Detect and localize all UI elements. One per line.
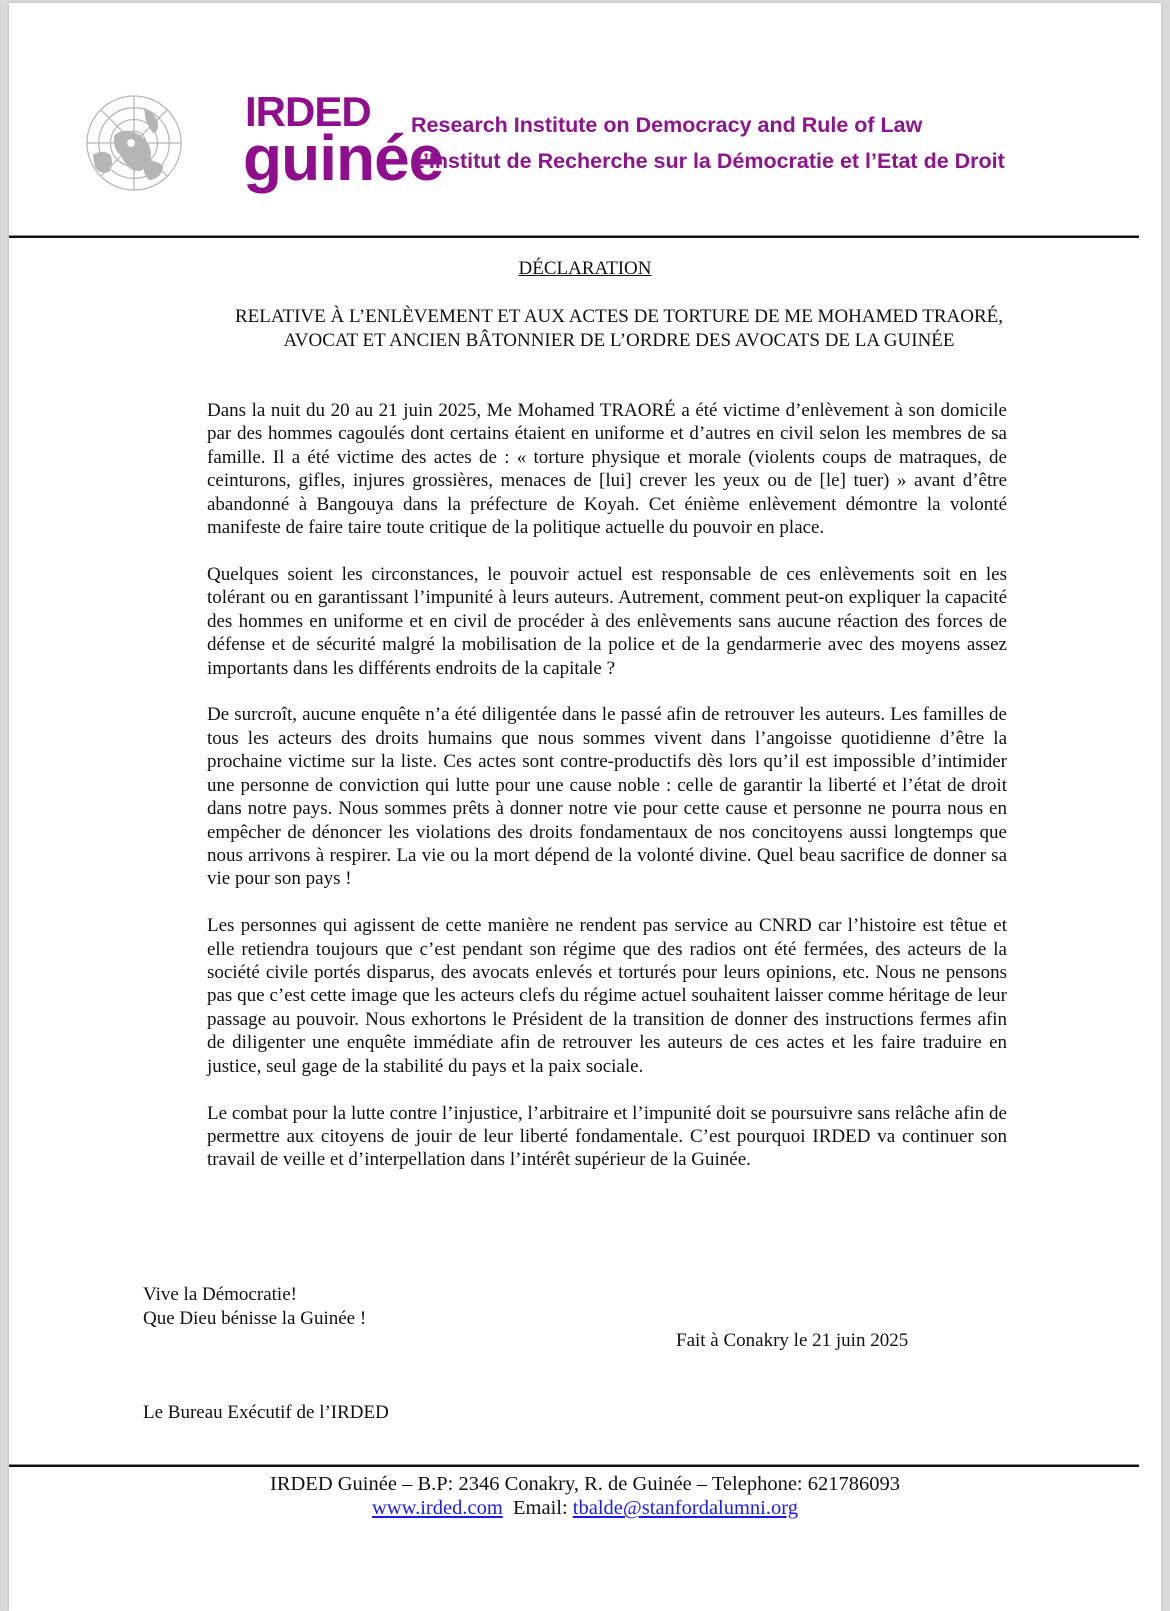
tagline-english: Research Institute on Democracy and Rule of Law (411, 113, 923, 137)
logo-guinee-text: guinée (243, 122, 444, 194)
document-page (9, 3, 1161, 1611)
globe-icon (85, 94, 183, 192)
place-and-date: Fait à Conakry le 21 juin 2025 (676, 1330, 909, 1351)
header-divider (9, 235, 1139, 238)
paragraph: De surcroît, aucune enquête n’a été diligentée dans le passé afin de retrouver les auteurs. Les familles de tous les acteurs des droits humains que nous sommes vivent dans l’angoisse quotidienne d’être la prochaine victime sur la liste. Ces actes sont contre-productifs dès lors qu’il est impossible d’intimider une personne de conviction qui lutte pour une cause noble : celle de garantir la liberté et l’état de droit dans notre pays. Nous sommes prêts à donner notre vie pour cette cause et personne ne pourra nous en empêcher de dénoncer les violations des droits fondamentaux de nos concitoyens aussi longtemps que nous arrivons à respirer. La vie ou la mort dépend de la volonté divine. Quel beau sacrifice de donner sa vie pour son pays ! (207, 704, 1007, 890)
closing-line-2: Que Dieu bénisse la Guinée ! (143, 1307, 367, 1329)
footer (9, 1472, 1161, 1520)
document-body (207, 399, 1007, 1195)
paragraph: Le combat pour la lutte contre l’injustice, l’arbitraire et l’impunité doit se poursuivre sans relâche afin de permettre aux citoyens de jouir de leur liberté fondamentale. C’est pourquoi IRDED va continuer son travail de veille et d’interpellation dans l’intérêt supérieur de la Guinée. (207, 1102, 1007, 1171)
document-title: DÉCLARATION (518, 258, 652, 279)
tagline-french: L’Institut de Recherche sur la Démocratie et l’Etat de Droit (411, 149, 1005, 173)
logo-irded-text: IRDED (245, 88, 371, 135)
footer-address: IRDED Guinée – B.P: 2346 Conakry, R. de Guinée – Telephone: 621786093 (270, 1473, 900, 1495)
irded-logo (79, 88, 444, 198)
closing-remarks (143, 1283, 366, 1330)
closing-line-1: Vive la Démocratie! (143, 1284, 297, 1305)
paragraph: Les personnes qui agissent de cette manière ne rendent pas service au CNRD car l’histoire est têtue et elle retiendra toujours que c’est pendant son régime que des radios ont été fermées, des acteurs de la société civile portés disparus, des avocats enlevés et torturés pour leurs opinions, etc. Nous ne pensons pas que c’est cette image que les acteurs clefs du régime actuel souhaitent laisser comme héritage de leur passage au pouvoir. Nous exhortons le Président de la transition de donner des instructions fermes afin de diligenter une enquête immédiate afin de retrouver les auteurs de ces actes et les faire traduire en justice, seul gage de la stabilité du pays et la paix sociale. (207, 915, 1007, 1077)
footer-contact (9, 1496, 1161, 1520)
paragraph: Dans la nuit du 20 au 21 juin 2025, Me Mohamed TRAORÉ a été victime d’enlèvement à son domicile par des hommes cagoulés dont certains étaient en uniforme et d’autres en civil selon les membres de sa famille. Il a été victime des actes de : « torture physique et morale (violents coups de matraques, de ceinturons, gifles, injures grossières, menaces de [lui] crever les yeux ou de [le] tuer) » avant d’être abandonné à Bangouya dans la préfecture de Koyah. Cet énième enlèvement démontre la volonté manifeste de faire taire toute critique de la politique actuelle du pouvoir en place. (207, 400, 1007, 539)
document-subtitle: RELATIVE À L’ENLÈVEMENT ET AUX ACTES DE TORTURE DE ME MOHAMED TRAORÉ, AVOCAT ET ANCIEN BÂTONNIER DE L’ORDRE DES AVOCATS DE LA GUINÉE (235, 306, 1003, 351)
footer-divider (9, 1464, 1139, 1467)
signature: Le Bureau Exécutif de l’IRDED (143, 1402, 389, 1423)
paragraph: Quelques soient les circonstances, le pouvoir actuel est responsable de ces enlèvements soit en les tolérant ou en garantissant l’impunité à leurs auteurs. Autrement, comment peut-on expliquer la capacité des hommes en uniforme et en civil de procéder à des enlèvements sans aucune réaction des forces de défense et de sécurité malgré la mobilisation de la police et de la gendarmerie avec des moyens assez importants dans les différents endroits de la capitale ? (207, 563, 1007, 679)
website-link[interactable]: www.irded.com (372, 1497, 503, 1519)
email-label: Email: (513, 1497, 568, 1519)
email-link[interactable]: tbalde@stanfordalumni.org (572, 1497, 798, 1519)
